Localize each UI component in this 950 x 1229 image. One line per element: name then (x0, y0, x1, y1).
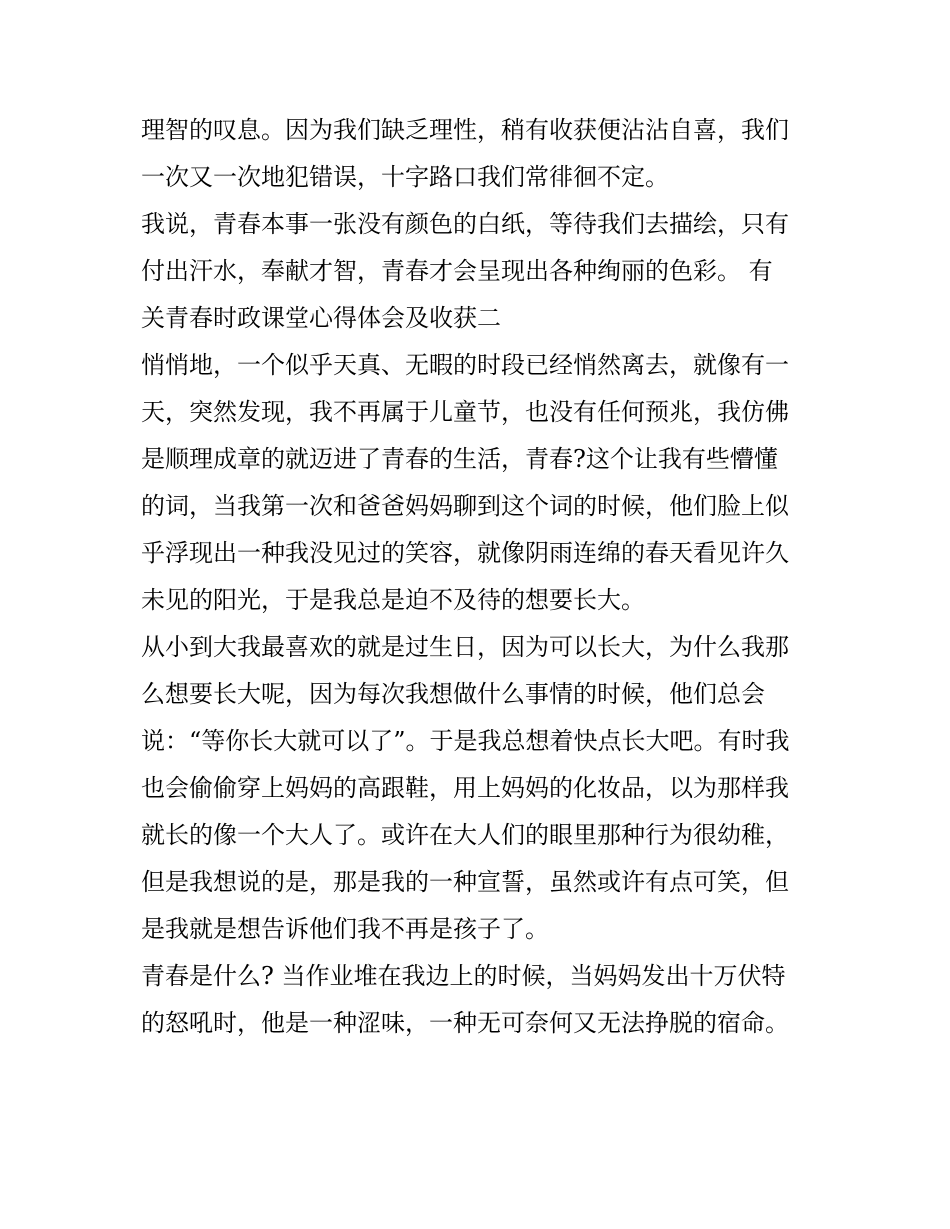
text-line: 但是我想说的是，那是我的一种宣誓，虽然或许有点可笑，但 (141, 868, 789, 896)
text-line: 是我就是想告诉他们我不再是孩子了。 (141, 915, 549, 943)
text-line: 的怒吼时，他是一种涩味，一种无可奈何又无法挣脱的宿命。 (141, 1009, 789, 1037)
text-line: 说：“等你长大就可以了”。于是我总想着快点长大吧。有时我 (141, 727, 790, 755)
text-line: 乎浮现出一种我没见过的笑容，就像阴雨连绵的春天看见许久 (141, 539, 789, 567)
text-line: 青春是什么? 当作业堆在我边上的时候，当妈妈发出十万伏特 (141, 962, 786, 990)
text-line: 也会偷偷穿上妈妈的高跟鞋，用上妈妈的化妆品，以为那样我 (141, 774, 789, 802)
text-line: 理智的叹息。因为我们缺乏理性，稍有收获便沾沾自喜，我们 (141, 116, 789, 144)
text-line: 从小到大我最喜欢的就是过生日，因为可以长大，为什么我那 (141, 633, 789, 661)
text-line: 天，突然发现，我不再属于儿童节，也没有任何预兆，我仿佛 (141, 398, 789, 426)
section-heading-line: 关青春时政课堂心得体会及收获二 (141, 304, 501, 332)
text-line: 付出汗水，奉献才智，青春才会呈现出各种绚丽的色彩。 有 (141, 257, 773, 285)
text-line: 么想要长大呢，因为每次我想做什么事情的时候，他们总会 (141, 680, 765, 708)
text-line: 就长的像一个大人了。或许在大人们的眼里那种行为很幼稚， (141, 821, 789, 849)
text-line: 的词，当我第一次和爸爸妈妈聊到这个词的时候，他们脸上似 (141, 492, 789, 520)
text-line: 悄悄地，一个似乎天真、无暇的时段已经悄然离去，就像有一 (141, 351, 789, 379)
body-text (141, 107, 821, 1047)
text-line: 是顺理成章的就迈进了青春的生活，青春?这个让我有些懵懂 (141, 445, 778, 473)
text-line: 一次又一次地犯错误，十字路口我们常徘徊不定。 (141, 163, 669, 191)
text-line: 我说，青春本事一张没有颜色的白纸，等待我们去描绘，只有 (141, 210, 789, 238)
text-line: 未见的阳光，于是我总是迫不及待的想要长大。 (141, 586, 645, 614)
